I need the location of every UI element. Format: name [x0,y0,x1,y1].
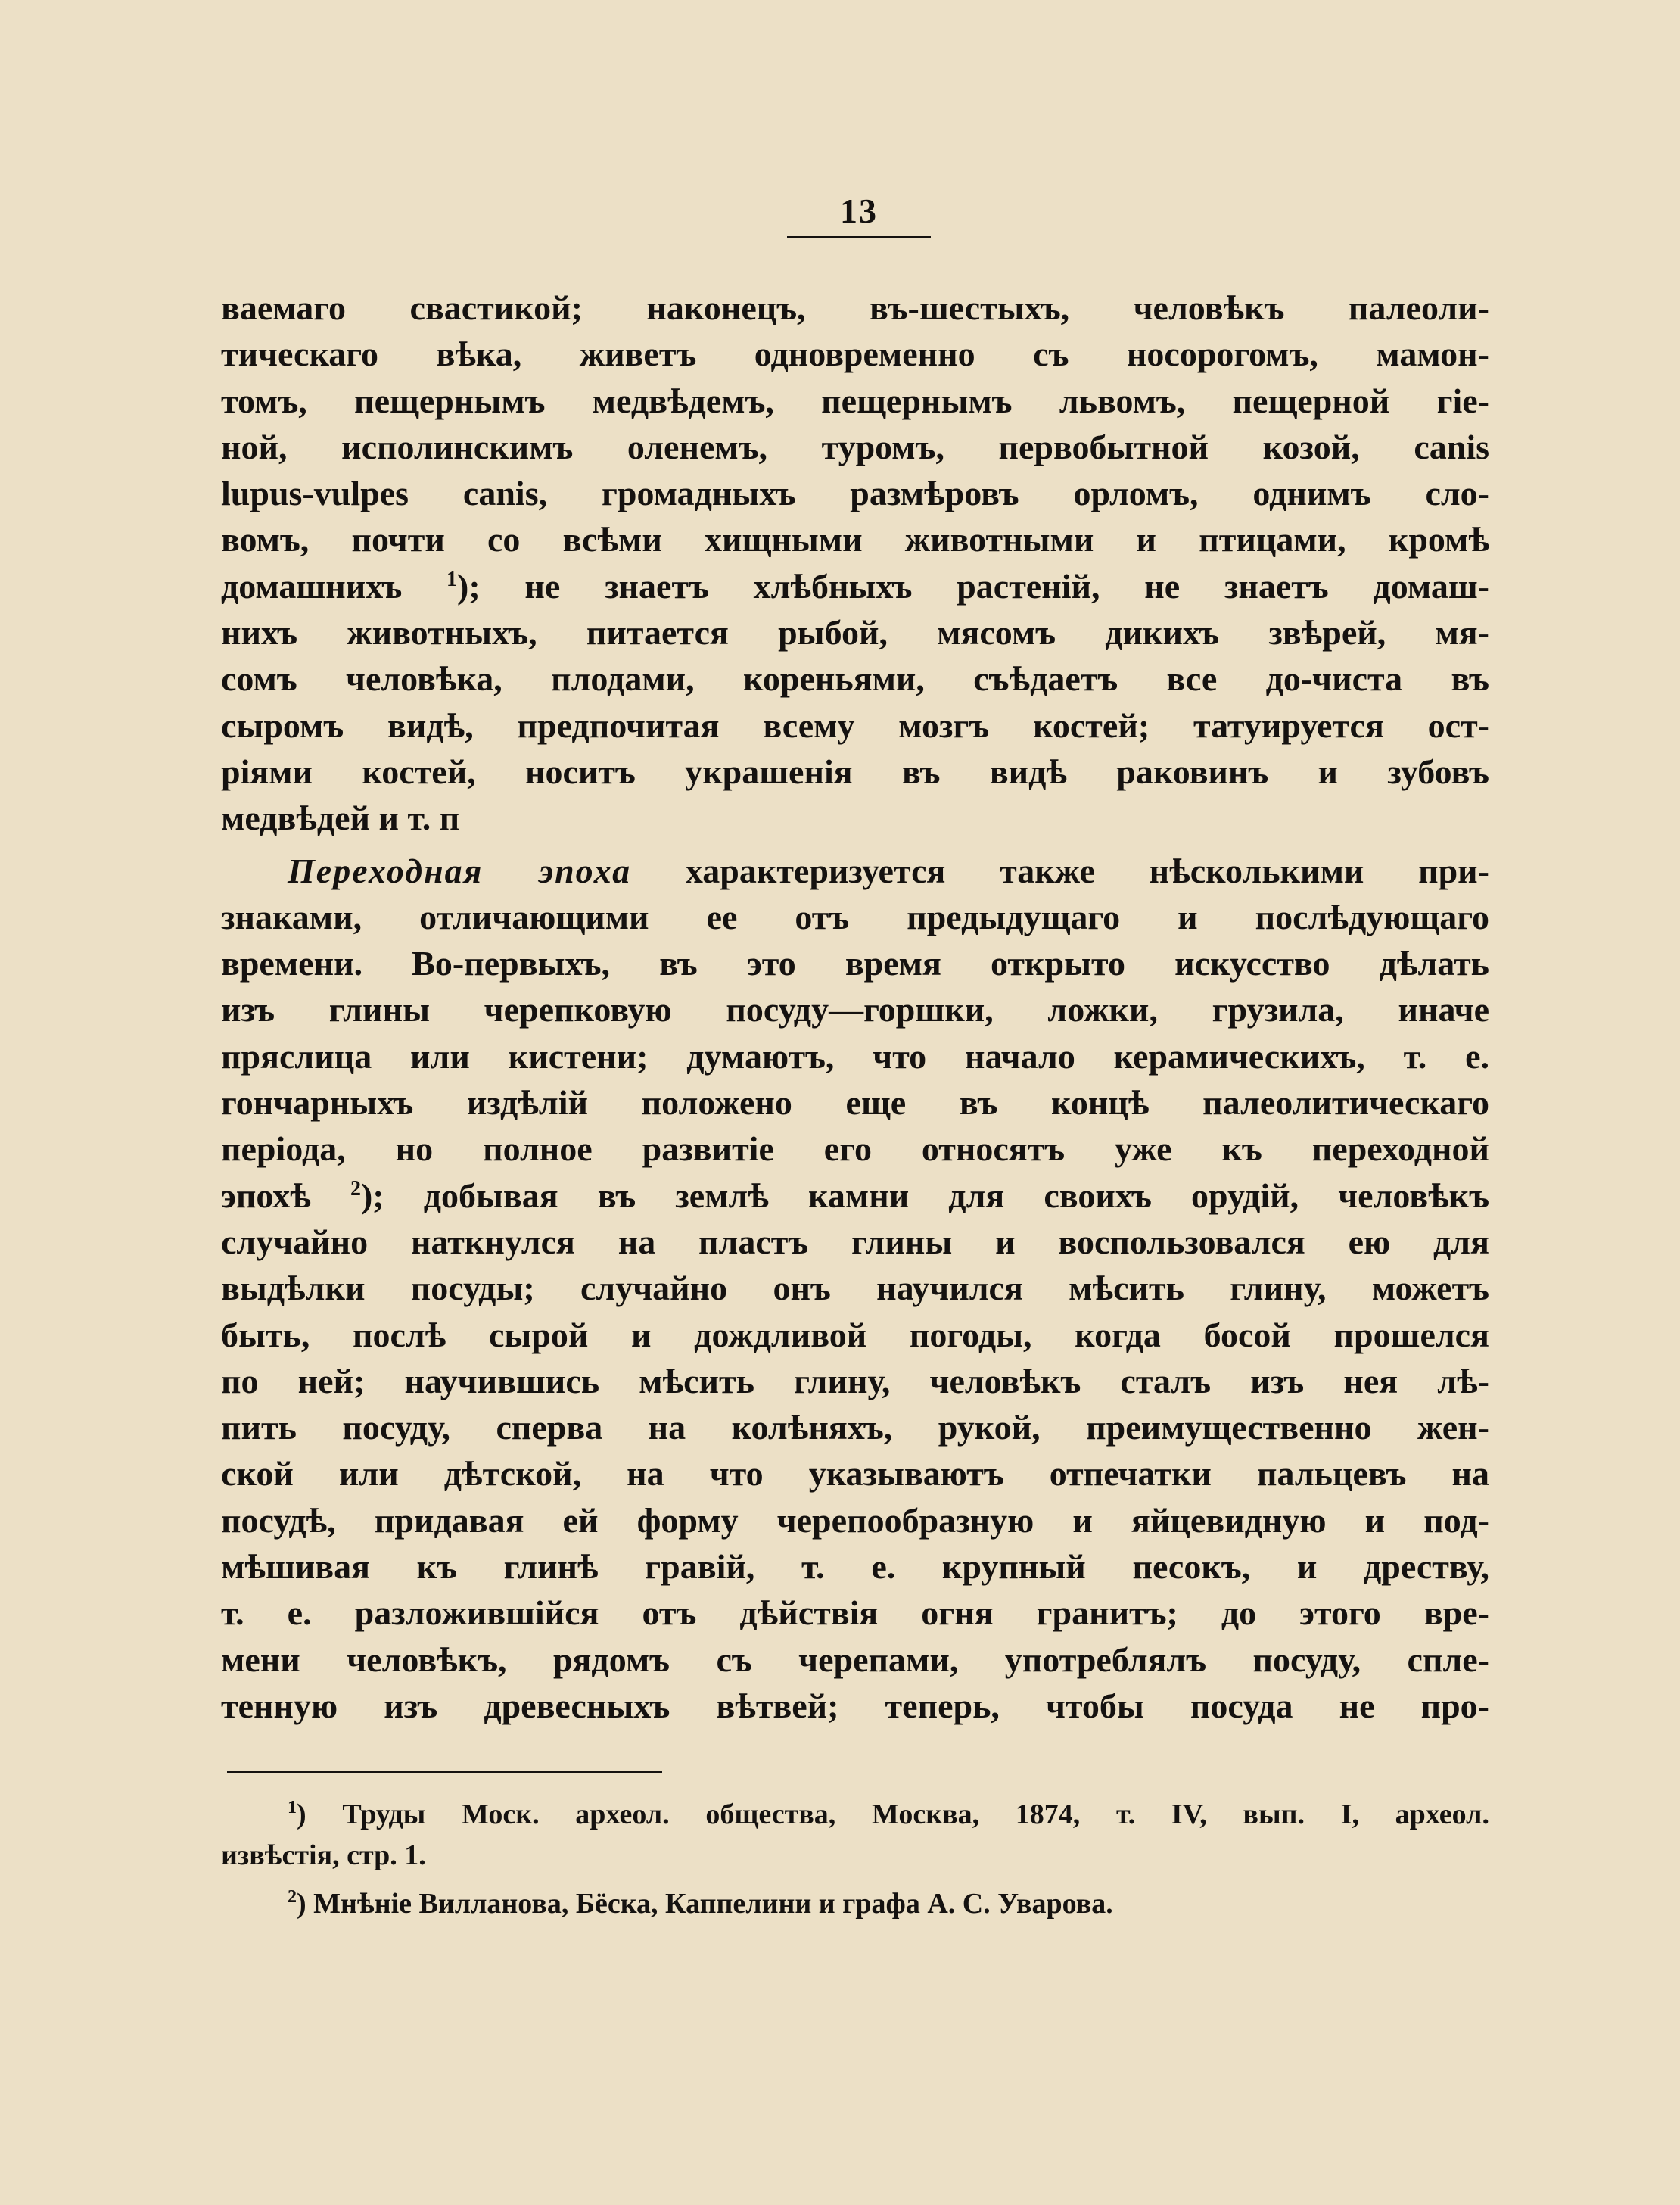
body-line: мени человѣкъ, рядомъ съ черепами, употреблялъ посуду, спле- [221,1640,1489,1679]
body-line: пряслица или кистени; думаютъ, что начало керамическихъ, т. е. [221,1036,1489,1076]
footnote-separator [227,1771,662,1773]
body-line: вомъ, почти со всѣми хищными животными и птицами, кромѣ [221,520,1489,559]
body-line: т. е. разложившійся отъ дѣйствія огня гранитъ; до этого вре- [221,1593,1489,1633]
paragraph-gap [221,842,1489,848]
body-line: томъ, пещернымъ медвѣдемъ, пещернымъ львомъ, пещерной гіе- [221,381,1489,420]
footnote-text: ) Мнѣніе Вилланова, Бёска, Каппелини и графа А. С. Уварова. [297,1888,1113,1920]
body-line: періода, но полное развитіе его относятъ уже къ переходной [221,1129,1489,1169]
footnote-marker-1: 1 [288,1798,297,1817]
body-line: тенную изъ древесныхъ вѣтвей; теперь, чтобы посуда не про- [221,1686,1489,1725]
body-line-text: характеризуется также нѣсколькими при- [631,851,1489,890]
body-line: ной, исполинскимъ оленемъ, туромъ, первобытной козой, canis [221,427,1489,466]
footnote-1-continuation: извѣстія, стр. 1. [221,1839,426,1871]
page-number-rule [787,236,931,238]
body-line: ской или дѣтской, на что указываютъ отпечатки пальцевъ на [221,1454,1489,1493]
body-line: посудѣ, придавая ей форму черепообразную и яйцевидную и под- [221,1500,1489,1540]
body-line: мѣшивая къ глинѣ гравій, т. е. крупный песокъ, и дреству, [221,1547,1489,1587]
footnote-text: ) Труды Моск. археол. общества, Москва, 1874, т. IV, вып. I, археол. [297,1799,1489,1830]
body-line-text: эпохѣ [221,1176,350,1215]
body-line: пить посуду, сперва на колѣняхъ, рукой, преимущественно жен- [221,1408,1489,1447]
body-line-text: ); не знаетъ хлѣбныхъ растеній, не знаетъ домаш- [457,566,1489,606]
footnote-ref-2[interactable]: 2 [350,1176,361,1201]
body-line-text: ); добывая въ землѣ камни для своихъ орудій, человѣкъ [360,1176,1489,1215]
footnote-2 [221,1883,1489,1924]
body-line [221,563,1489,609]
body-line-text: домашнихъ [221,566,447,606]
page-number-block [787,189,931,238]
footnote-ref-1[interactable]: 1 [446,567,458,591]
body-line: медвѣдей и т. п [221,799,460,838]
body-line [221,1173,1489,1219]
footnote-marker-2: 2 [288,1887,297,1907]
body-line: сыромъ видѣ, предпочитая всему мозгъ костей; татуируется ост- [221,705,1489,745]
body-line: случайно наткнулся на пластъ глины и воспользовался ею для [221,1222,1489,1261]
body-line: ріями костей, носитъ украшенія въ видѣ раковинъ и зубовъ [221,752,1489,791]
body-line: гончарныхъ издѣлій положено еще въ концѣ палеолитическаго [221,1083,1489,1123]
body-line: тическаго вѣка, живетъ одновременно съ носорогомъ, мамон- [221,335,1489,374]
body-line: выдѣлки посуды; случайно онъ научился мѣсить глину, можетъ [221,1269,1489,1308]
page-number: 13 [840,192,878,230]
body-line: lupus-vulpes canis, громадныхъ размѣровъ орломъ, однимъ сло- [221,474,1489,513]
italic-lead-term: Переходная эпоха [288,851,632,890]
body-line: времени. Во-первыхъ, въ это время открыто искусство дѣлать [221,944,1489,983]
footnote-1 [221,1794,1489,1835]
body-line: ваемаго свастикой; наконецъ, въ-шестыхъ, человѣкъ палеоли- [221,288,1489,327]
body-line: знаками, отличающими ее отъ предыдущаго и послѣдующаго [221,897,1489,936]
body-line: нихъ животныхъ, питается рыбой, мясомъ дикихъ звѣрей, мя- [221,613,1489,652]
footnote-gap [221,1876,1489,1883]
body-line: быть, послѣ сырой и дождливой погоды, когда босой прошелся [221,1315,1489,1354]
body-line: сомъ человѣка, плодами, кореньями, съѣдаетъ все до-чиста въ [221,659,1489,699]
body-line: по ней; научившись мѣсить глину, человѣкъ сталъ изъ нея лѣ- [221,1361,1489,1400]
footnotes [221,1794,1489,1924]
body-line: изъ глины черепковую посуду—горшки, ложки, грузила, иначе [221,990,1489,1029]
body-text [221,285,1489,1729]
body-line [221,848,1489,894]
